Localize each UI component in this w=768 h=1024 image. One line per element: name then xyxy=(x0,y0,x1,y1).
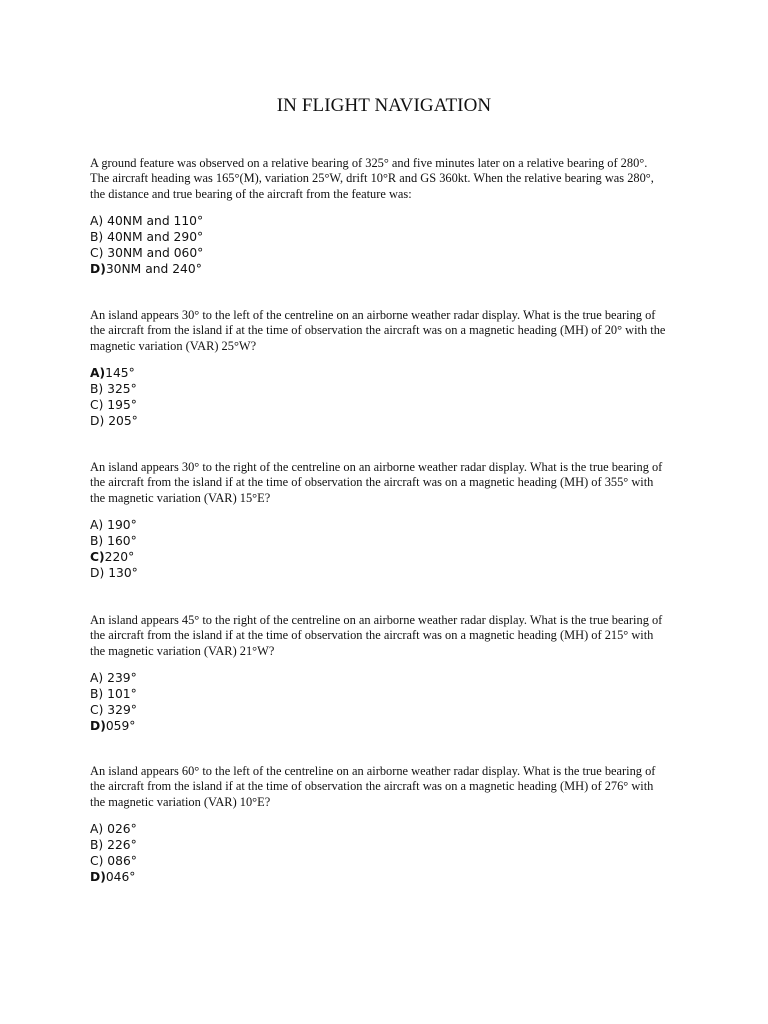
stem-line: the distance and true bearing of the aircraft from the feature was: xyxy=(90,186,412,201)
option-c xyxy=(90,397,680,413)
option-text: 226° xyxy=(103,837,137,852)
option-a xyxy=(90,365,680,381)
option-letter: D) xyxy=(90,565,105,580)
option-text: 205° xyxy=(104,413,138,428)
option-d xyxy=(90,718,680,734)
option-letter: B) xyxy=(90,837,104,852)
option-text: 145° xyxy=(105,365,135,380)
page-title: IN FLIGHT NAVIGATION xyxy=(276,95,492,116)
option-text: 325° xyxy=(103,381,137,396)
option-c xyxy=(90,702,680,718)
question-stem xyxy=(90,460,680,506)
option-letter: B) xyxy=(90,686,104,701)
option-b xyxy=(90,381,680,397)
option-c xyxy=(90,853,680,869)
question-stem xyxy=(90,613,680,659)
question-5 xyxy=(90,764,680,885)
answer-options xyxy=(90,213,680,277)
option-c xyxy=(90,245,680,261)
option-letter: D) xyxy=(90,718,106,733)
option-text: 220° xyxy=(104,549,135,564)
option-text: 130° xyxy=(104,565,138,580)
question-2 xyxy=(90,308,680,429)
stem-line: An island appears 30° to the left of the centreline on an airborne weather radar display. What is the true bearing of xyxy=(90,308,656,322)
option-text: 40NM and 290° xyxy=(103,229,204,244)
stem-line: the magnetic variation (VAR) 15°E? xyxy=(90,490,271,505)
option-letter: C) xyxy=(90,397,104,412)
option-letter: B) xyxy=(90,381,104,396)
option-text: 40NM and 110° xyxy=(103,213,204,228)
option-c xyxy=(90,549,680,565)
option-text: 046° xyxy=(105,869,136,884)
option-a xyxy=(90,213,680,229)
option-a xyxy=(90,517,680,533)
option-b xyxy=(90,533,680,549)
option-letter: C) xyxy=(90,702,104,717)
option-letter: C) xyxy=(90,853,104,868)
option-text: 30NM and 060° xyxy=(103,245,204,260)
option-letter: B) xyxy=(90,229,104,244)
option-d xyxy=(90,869,680,885)
question-stem xyxy=(90,764,680,810)
option-d xyxy=(90,565,680,581)
option-letter: A) xyxy=(90,670,104,685)
option-letter: D) xyxy=(90,869,106,884)
option-b xyxy=(90,229,680,245)
option-letter: C) xyxy=(90,549,105,564)
stem-line: the aircraft from the island if at the time of observation the aircraft was on a magnetic heading (MH) of 215° with xyxy=(90,628,654,643)
stem-line: the magnetic variation (VAR) 10°E? xyxy=(90,794,271,809)
option-text: 160° xyxy=(103,533,137,548)
stem-line: An island appears 30° to the right of the centreline on an airborne weather radar display. What is the true bearing of xyxy=(90,460,663,474)
option-a xyxy=(90,821,680,837)
option-d xyxy=(90,261,680,277)
answer-options xyxy=(90,517,680,581)
option-letter: D) xyxy=(90,261,106,276)
option-text: 30NM and 240° xyxy=(105,261,202,276)
stem-line: the aircraft from the island if at the time of observation the aircraft was on a magnetic heading (MH) of 20° with the xyxy=(90,323,666,338)
question-1 xyxy=(90,156,680,277)
option-letter: A) xyxy=(90,213,104,228)
option-text: 239° xyxy=(103,670,137,685)
option-a xyxy=(90,670,680,686)
stem-line: An island appears 45° to the right of the centreline on an airborne weather radar display. What is the true bearing of xyxy=(90,613,663,627)
option-text: 026° xyxy=(103,821,137,836)
option-text: 195° xyxy=(103,397,137,412)
option-d xyxy=(90,413,680,429)
option-letter: A) xyxy=(90,821,104,836)
option-text: 329° xyxy=(103,702,137,717)
option-b xyxy=(90,837,680,853)
stem-line: the magnetic variation (VAR) 21°W? xyxy=(90,643,275,658)
option-text: 190° xyxy=(103,517,137,532)
stem-line: The aircraft heading was 165°(M), variation 25°W, drift 10°R and GS 360kt. When the relative bearing was 280°, xyxy=(90,171,654,186)
question-3 xyxy=(90,460,680,581)
stem-line: An island appears 60° to the left of the centreline on an airborne weather radar display. What is the true bearing of xyxy=(90,764,656,778)
stem-line: the aircraft from the island if at the time of observation the aircraft was on a magnetic heading (MH) of 355° with xyxy=(90,475,654,490)
option-text: 101° xyxy=(103,686,137,701)
question-stem xyxy=(90,156,680,202)
answer-options xyxy=(90,365,680,429)
answer-options xyxy=(90,821,680,885)
option-b xyxy=(90,686,680,702)
option-letter: A) xyxy=(90,517,104,532)
stem-line: the aircraft from the island if at the time of observation the aircraft was on a magnetic heading (MH) of 276° with xyxy=(90,779,654,794)
stem-line: A ground feature was observed on a relative bearing of 325° and five minutes later on a relative bearing of 280°. xyxy=(90,156,648,170)
option-letter: D) xyxy=(90,413,105,428)
option-letter: B) xyxy=(90,533,104,548)
question-4 xyxy=(90,613,680,734)
question-stem xyxy=(90,308,680,354)
option-letter: C) xyxy=(90,245,104,260)
stem-line: magnetic variation (VAR) 25°W? xyxy=(90,338,257,353)
option-letter: A) xyxy=(90,365,106,380)
option-text: 059° xyxy=(105,718,136,733)
answer-options xyxy=(90,670,680,734)
option-text: 086° xyxy=(103,853,137,868)
